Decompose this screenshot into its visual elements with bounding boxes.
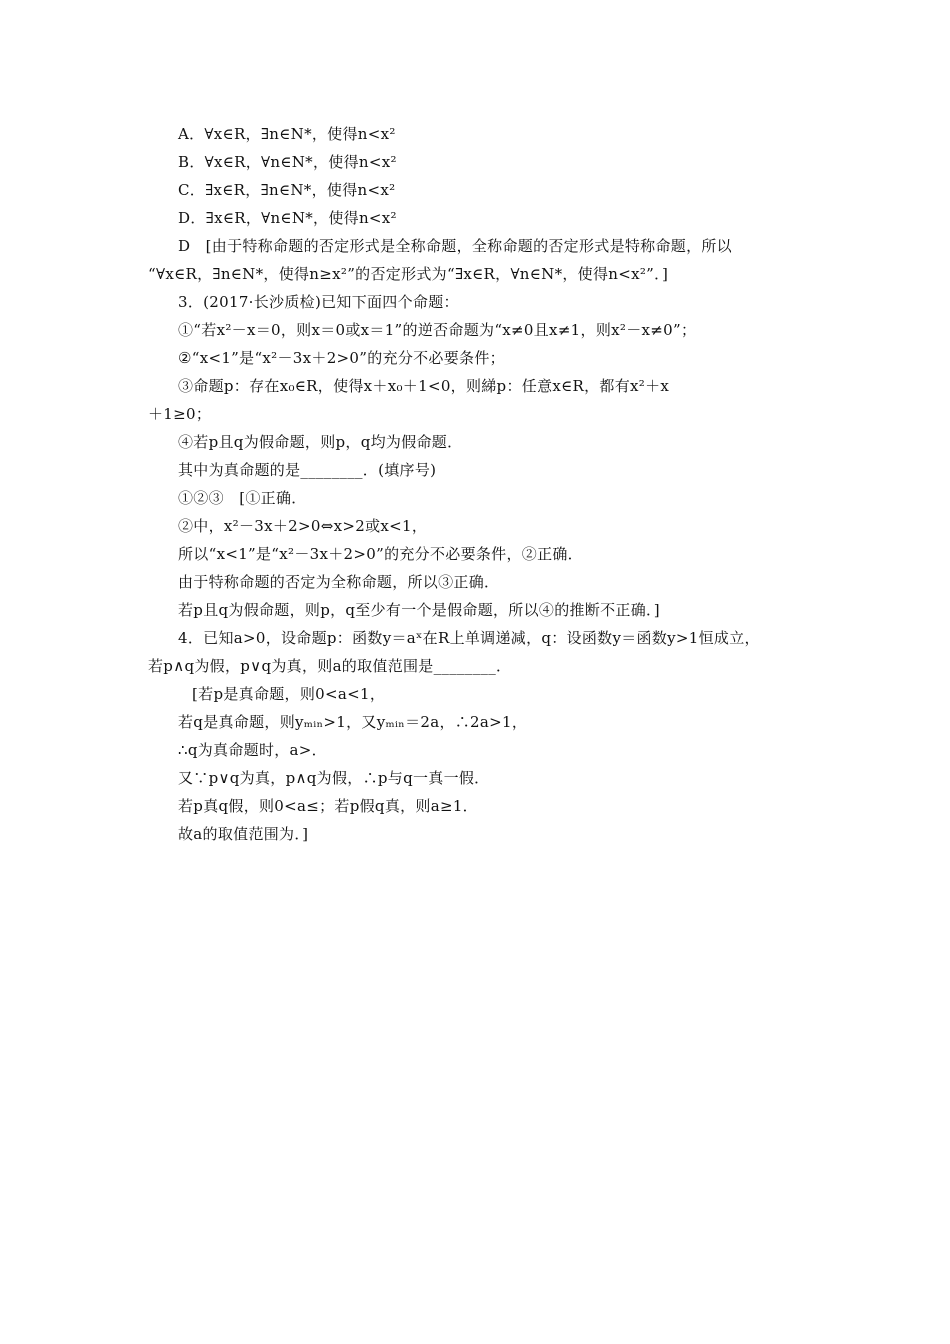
answer-3-line-1: ①②③ [①正确． (178, 489, 307, 507)
question-3-item-4: ④若p且q为假命题，则p，q均为假命题． (178, 433, 463, 451)
answer-4-line-5: 若p真q假，则0<a≤；若p假q真，则a≥1． (178, 797, 478, 815)
option-d: D．∃x∈R，∀n∈N*，使得n<x² (178, 209, 397, 227)
question-3-item-1: ①“若x²－x＝0，则x＝0或x＝1”的逆否命题为“x≠0且x≠1，则x²－x≠0”； (178, 321, 697, 339)
answer-4-line-3: ∴q为真命题时，a>． (178, 741, 327, 759)
answer-2-line-2: “∀x∈R，∃n∈N*，使得n≥x²”的否定形式为“∃x∈R，∀n∈N*，使得n<x²”．] (148, 265, 669, 283)
question-4-stem: 4．已知a>0，设命题p：函数y＝aˣ在R上单调递减，q：设函数y＝函数y>1恒成立， (178, 629, 760, 647)
answer-3-line-2: ②中，x²－3x＋2>0⇔x>2或x<1， (178, 517, 428, 535)
answer-3-line-5: 若p且q为假命题，则p，q至少有一个是假命题，所以④的推断不正确．] (178, 601, 660, 619)
option-a: A．∀x∈R，∃n∈N*，使得n<x² (178, 125, 396, 143)
answer-4-line-1: [若p是真命题，则0<a<1， (192, 685, 386, 703)
answer-4-line-6: 故a的取值范围为．] (178, 825, 309, 843)
answer-3-line-4: 由于特称命题的否定为全称命题，所以③正确． (178, 573, 500, 591)
option-b: B．∀x∈R，∀n∈N*，使得n<x² (178, 153, 397, 171)
question-3-item-3: ③命题p：存在x₀∈R，使得x＋x₀＋1<0，则綈p：任意x∈R，都有x²＋x (178, 377, 670, 395)
option-c: C．∃x∈R，∃n∈N*，使得n<x² (178, 181, 396, 199)
question-3-item-3-cont: ＋1≥0； (148, 405, 212, 423)
answer-4-line-2: 若q是真命题，则yₘᵢₙ>1，又yₘᵢₙ＝2a，∴2a>1， (178, 713, 528, 731)
answer-2-line-1: D [由于特称命题的否定形式是全称命题，全称命题的否定形式是特称命题，所以 (178, 237, 732, 255)
question-3-prompt: 其中为真命题的是________．(填序号) (178, 461, 437, 479)
question-3-stem: 3．(2017·长沙质检)已知下面四个命题： (178, 293, 459, 311)
answer-4-line-4: 又∵p∨q为真，p∧q为假，∴p与q一真一假． (178, 769, 490, 787)
answer-3-line-3: 所以“x<1”是“x²－3x＋2>0”的充分不必要条件，②正确． (178, 545, 583, 563)
question-3-item-2: ②“x<1”是“x²－3x＋2>0”的充分不必要条件； (178, 349, 505, 367)
question-4-prompt: 若p∧q为假，p∨q为真，则a的取值范围是________． (148, 657, 512, 675)
